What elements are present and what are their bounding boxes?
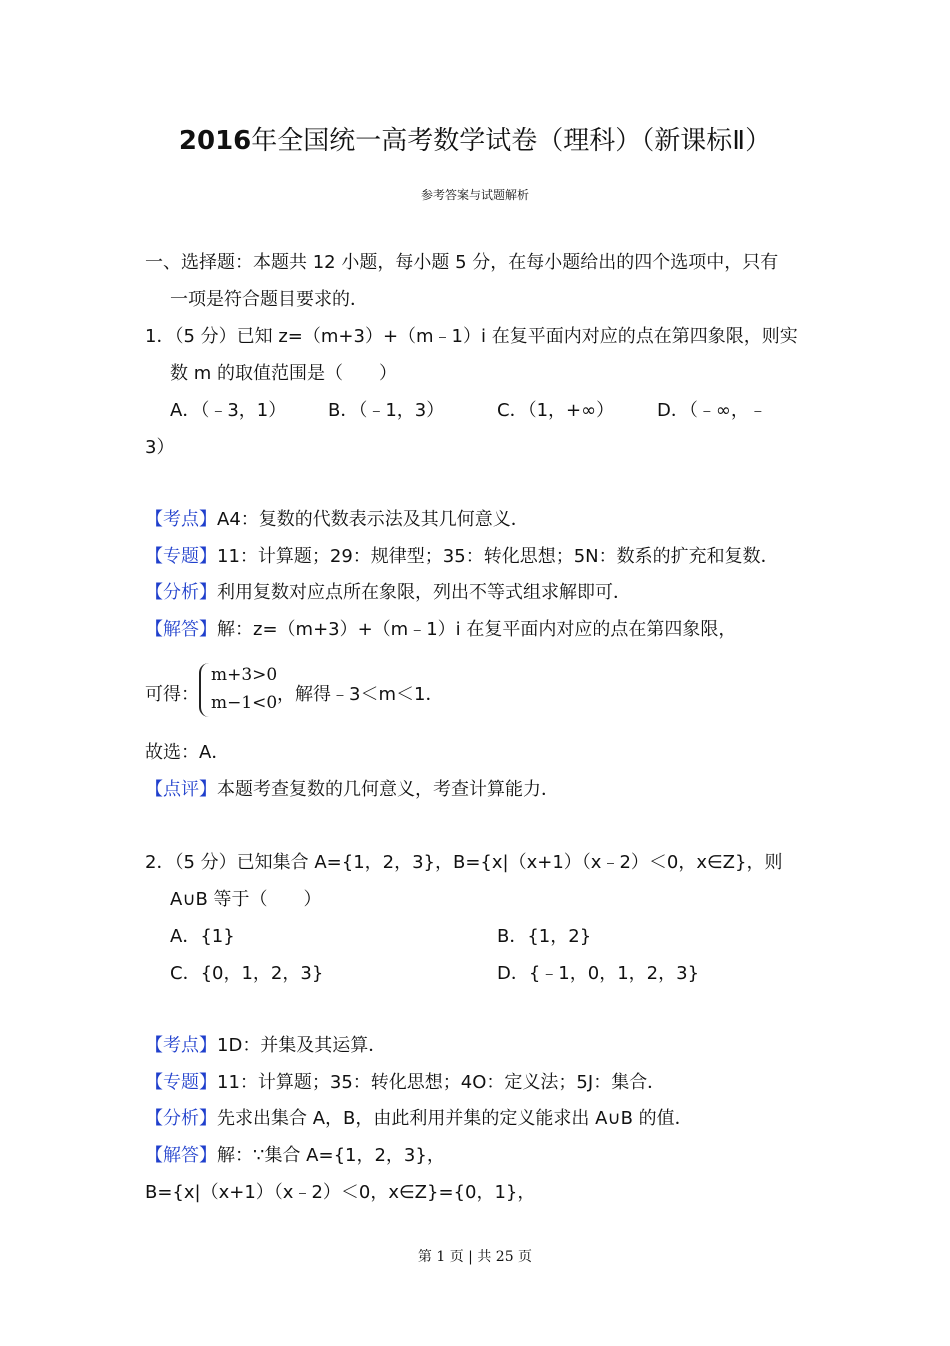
kede-label: 可得： [145,684,199,705]
jieda-text: 解：z=（m+3）+（m﹣1）i 在复平面内对应的点在第四象限， [217,619,737,640]
q2-stem: 2．（5 分）已知集合 A={1，2，3}，B={x|（x+1）（x﹣2）＜0，x∈Z}，则 [145,852,783,873]
q2-option-c: C．{0，1，2，3} [170,963,324,984]
tag-zhuanti: 【专题】 [145,546,217,567]
tag-jieda: 【解答】 [145,619,217,640]
q1-zhuanti [145,545,779,569]
document-subtitle: 参考答案与试题解析 [420,188,529,202]
q2-fenxi [145,1107,693,1131]
q1-option-b: B．（﹣1，3） [328,400,445,421]
q1-option-d: D．（﹣∞，﹣ [657,400,767,421]
brace-icon [199,663,211,717]
q2-option-d: D．{﹣1，0，1，2，3} [497,963,700,984]
title-year: 2016 [178,126,252,156]
section-header-cont: 一项是符合题目要求的． [170,289,368,310]
inequality-1: m+3>0 [211,665,278,685]
q1-stem-cont: 数 m 的取值范围是（ ） [170,363,397,384]
kaodian-text: A4：复数的代数表示法及其几何意义． [217,509,529,530]
q1-answer: 故选：A． [145,742,230,763]
q1-option-c: C．（1，+∞） [497,400,615,421]
zhuanti-text: 11：计算题；29：规律型；35：转化思想；5N：数系的扩充和复数． [217,546,779,567]
q1-option-d-cont: 3） [145,437,175,458]
tag-dianping: 【点评】 [145,779,217,800]
document-title [0,124,950,158]
title-text: 年全国统一高考数学试卷（理科）（新课标Ⅱ） [251,126,772,156]
q1-option-a: A．（﹣3，1） [170,400,287,421]
q1-dianping [145,778,559,802]
tag-zhuanti: 【专题】 [145,1072,217,1093]
q1-jieda [145,618,736,642]
dianping-text: 本题考查复数的几何意义，考查计算能力． [217,779,559,800]
tag-kaodian: 【考点】 [145,1035,217,1056]
tag-kaodian: 【考点】 [145,509,217,530]
tag-fenxi: 【分析】 [145,1108,217,1129]
section-header: 一、选择题：本题共 12 小题，每小题 5 分，在每小题给出的四个选项中，只有 [145,252,779,273]
q2-option-b: B．{1，2} [497,926,592,947]
q2-jieda [145,1144,445,1168]
inequality-2: m−1<0 [211,693,278,713]
q2-option-a: A．{1} [170,926,235,947]
q1-stem: 1．（5 分）已知 z=（m+3）+（m﹣1）i 在复平面内对应的点在第四象限，则实 [145,326,798,347]
solution-text: ，解得﹣3＜m＜1． [277,684,444,705]
kaodian-text: 1D：并集及其运算． [217,1035,387,1056]
tag-jieda: 【解答】 [145,1145,217,1166]
q2-zhuanti [145,1071,665,1095]
jieda-text: 解：∵集合 A={1，2，3}， [217,1145,445,1166]
q2-set-b: B={x|（x+1）（x﹣2）＜0，x∈Z}={0，1}， [145,1182,536,1203]
q1-fenxi [145,581,631,605]
q2-kaodian [145,1034,386,1058]
zhuanti-text: 11：计算题；35：转化思想；4O：定义法；5J：集合． [217,1072,666,1093]
q1-kaodian [145,508,529,532]
tag-fenxi: 【分析】 [145,582,217,603]
fenxi-text: 先求出集合 A，B，由此利用并集的定义能求出 A∪B 的值． [217,1108,693,1129]
page-footer: 第 1 页 | 共 25 页 [417,1249,533,1265]
fenxi-text: 利用复数对应点所在象限，列出不等式组求解即可． [217,582,631,603]
q2-stem-cont: A∪B 等于（ ） [170,889,322,910]
